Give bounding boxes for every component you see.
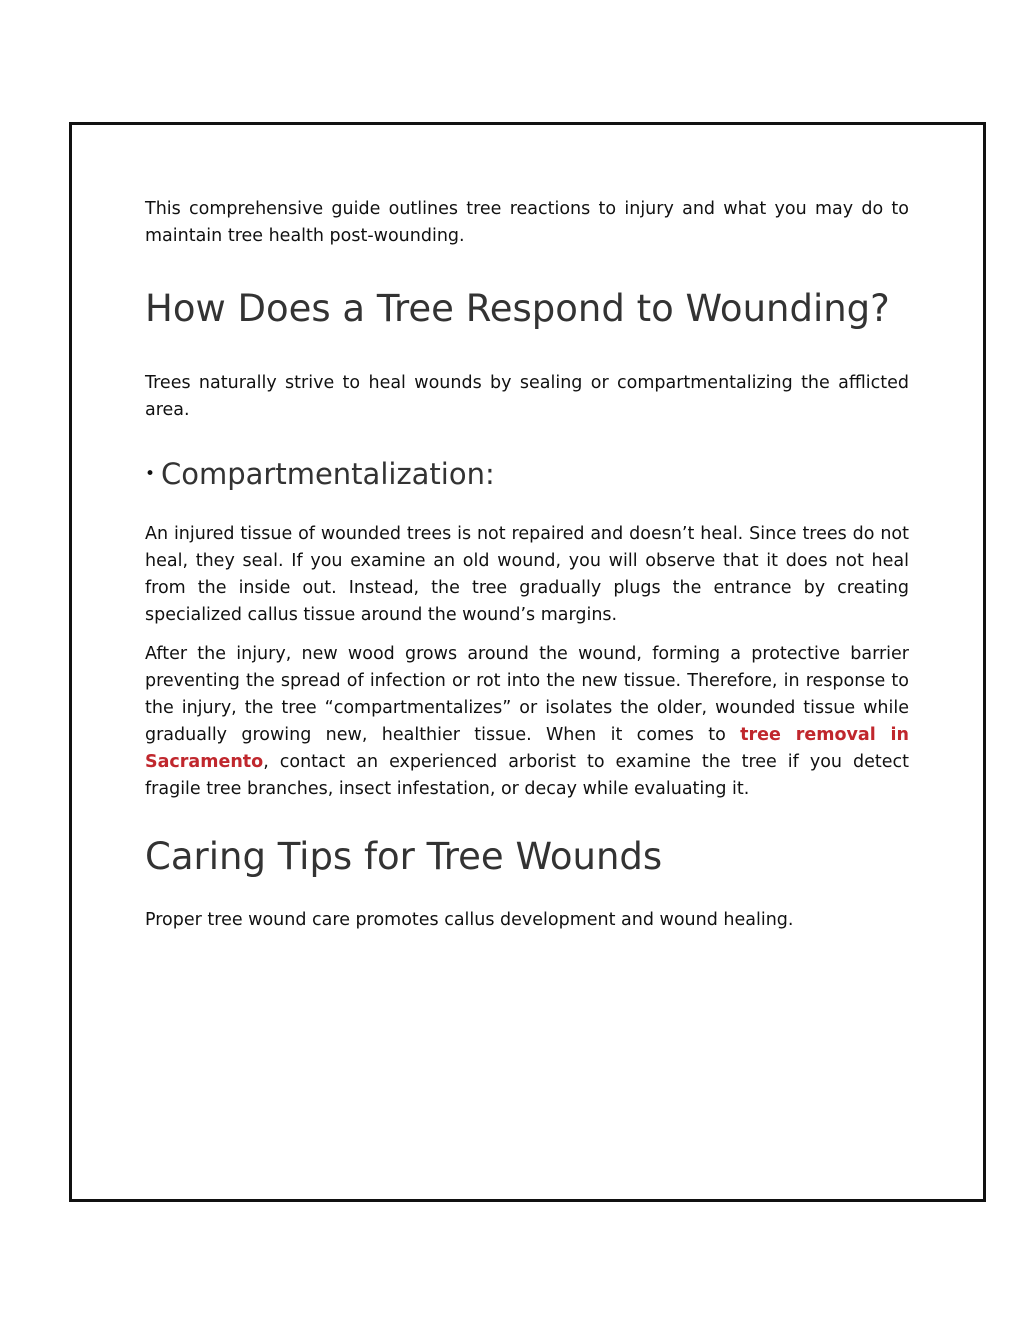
- paragraph-text-before-link: After the injury, new wood grows around the wound, forming a protective barrier preventing the spread of infection or rot into the new tissue. Therefore, in response to the injury, the tree “compartmentalizes” or isolates the older, wounded tissue while gradually growing new, healthier tissue. When it comes to: [145, 644, 909, 745]
- article-body: [145, 196, 909, 934]
- paragraph-text-after-link: , contact an experienced arborist to examine the tree if you detect fragile tree branches, insect infestation, or decay while evaluating it.: [145, 752, 909, 799]
- tree-removal-link[interactable]: tree removal in Sacramento: [145, 725, 910, 772]
- section-paragraph-caring: Proper tree wound care promotes callus development and wound healing.: [145, 910, 794, 930]
- bullet-heading-compartmentalization: Compartmentalization:: [161, 457, 495, 491]
- section-heading-respond: How Does a Tree Respond to Wounding?: [145, 287, 890, 330]
- paragraph-after-injury: [145, 641, 909, 803]
- bullet-item: [145, 454, 909, 494]
- section-heading-caring: Caring Tips for Tree Wounds: [145, 835, 663, 878]
- section-paragraph-respond: Trees naturally strive to heal wounds by sealing or compartmentalizing the afflicted area.: [145, 373, 909, 420]
- bullet-marker: •: [145, 464, 156, 484]
- intro-paragraph: This comprehensive guide outlines tree reactions to injury and what you may do to maintain tree health post-wounding.: [145, 199, 909, 246]
- paragraph-injured-tissue: An injured tissue of wounded trees is not repaired and doesn’t heal. Since trees do not heal, they seal. If you examine an old wound, you will observe that it does not heal from the inside out. Instead, the tree gradually plugs the entrance by creating specialized callus tissue around the wound’s margins.: [145, 524, 909, 625]
